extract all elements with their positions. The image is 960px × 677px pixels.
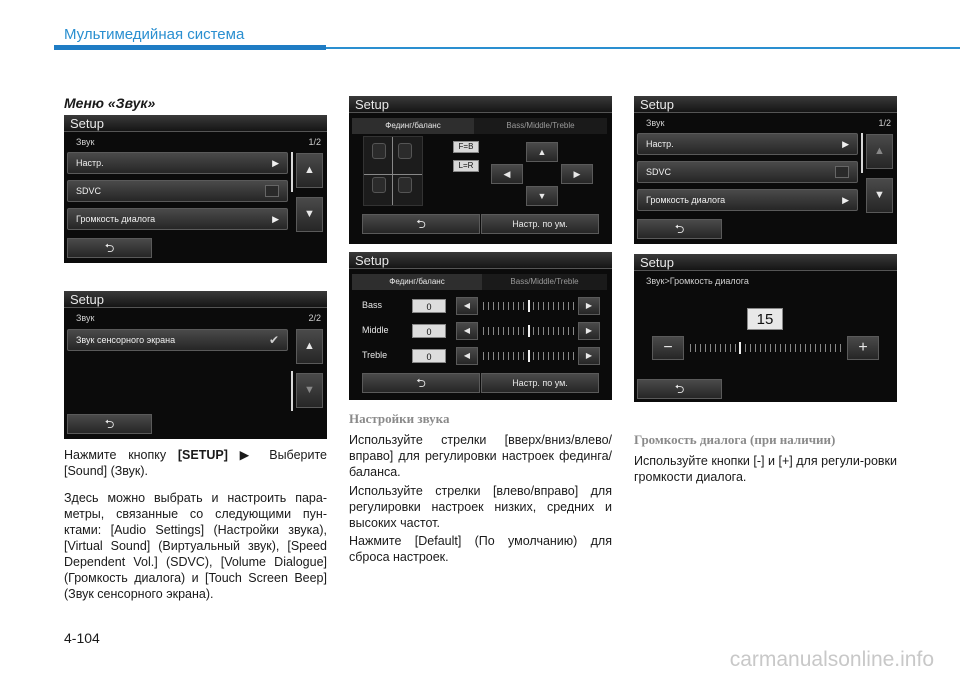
volume-value: 15 xyxy=(747,308,783,330)
screen-page: 2/2 xyxy=(308,313,321,323)
screen-title: Setup xyxy=(355,253,389,268)
band-label: Middle xyxy=(362,325,389,335)
fader-value: F=B xyxy=(453,141,479,153)
tab-bass-middle-treble[interactable]: Bass/Middle/Treble xyxy=(482,274,607,290)
paragraph-default: Нажмите [Default] (По умолчанию) для сброса настроек. xyxy=(349,534,612,564)
row-touch-beep[interactable] xyxy=(67,329,288,351)
paragraph-eq: Используйте стрелки [влево/вправо] для регулировки настроек низких, средних и высоких частот. xyxy=(349,484,612,530)
default-button[interactable]: Настр. по ум. xyxy=(481,373,599,393)
row-sdvc[interactable] xyxy=(67,180,288,202)
row-label: Звук сенсорного экрана xyxy=(76,335,176,345)
back-button[interactable]: ⮌ xyxy=(67,238,152,258)
slider-marker xyxy=(528,300,530,312)
scroll-up-button[interactable]: ▲ xyxy=(866,134,893,169)
instruction-setup xyxy=(64,447,327,479)
screen-title: Setup xyxy=(355,97,389,112)
volume-minus-button[interactable]: − xyxy=(652,336,684,360)
slider-marker xyxy=(739,342,741,354)
row-dialogue-volume[interactable] xyxy=(637,189,858,211)
header-rule xyxy=(326,47,960,49)
tab-fader-balance[interactable]: Фединг/баланс xyxy=(352,118,474,134)
setup-key: [SETUP] xyxy=(177,448,228,462)
section-title: Меню «Звук» xyxy=(64,95,156,111)
row-dialogue-volume[interactable] xyxy=(67,208,288,230)
text: Нажмите кнопку xyxy=(64,448,178,462)
paragraph-options: Здесь можно выбрать и настроить пара-метры, связанные со следующими пун-ктами: [Audio Settings] (Настройки звука), [Virtual Sound] (Виртуальный звук), [Speed Dependent Vol.] (SDVC), [Volume Dialogue] (Громкость диалога) и [Touch Screen Beep] (Звук сенсорного экрана). xyxy=(64,491,327,601)
default-button[interactable]: Настр. по ум. xyxy=(481,214,599,234)
screen-sound-page1 xyxy=(64,115,327,263)
scroll-up-button[interactable]: ▲ xyxy=(296,329,323,364)
screen-dialogue-volume xyxy=(634,254,897,402)
band-increase-button[interactable]: ▶ xyxy=(578,347,600,365)
screen-title: Setup xyxy=(70,116,104,131)
band-increase-button[interactable]: ▶ xyxy=(578,297,600,315)
band-label: Treble xyxy=(362,350,388,360)
slider-marker xyxy=(528,350,530,362)
band-decrease-button[interactable]: ◀ xyxy=(456,322,478,340)
back-button[interactable]: ⮌ xyxy=(637,219,722,239)
scrollbar[interactable] xyxy=(291,371,293,411)
balance-left-button[interactable]: ◀ xyxy=(491,164,523,184)
seat-icon xyxy=(372,177,386,193)
paragraph-fader: Используйте стрелки [вверх/вниз/влево/вправо] для регулировки настроек фединга/баланса. xyxy=(349,433,612,479)
screen-title: Setup xyxy=(640,255,674,270)
check-icon: ✔ xyxy=(268,333,279,347)
watermark: carmanualsonline.info xyxy=(729,648,934,671)
scroll-down-button[interactable]: ▼ xyxy=(866,178,893,213)
band-decrease-button[interactable]: ◀ xyxy=(456,297,478,315)
checkbox[interactable] xyxy=(265,185,279,197)
row-audio-settings[interactable] xyxy=(67,152,288,174)
heading-dialogue-volume: Громкость диалога (при наличии) xyxy=(634,432,836,447)
tab-fader-balance[interactable]: Фединг/баланс xyxy=(352,274,482,290)
scrollbar[interactable] xyxy=(861,133,863,173)
paragraph-dialogue: Используйте кнопки [-] и [+] для регули-ровки громкости диалога. xyxy=(634,454,897,484)
back-button[interactable]: ⮌ xyxy=(362,373,480,393)
row-label: Громкость диалога xyxy=(76,214,156,224)
row-label: SDVC xyxy=(76,186,102,196)
seat-icon xyxy=(372,143,386,159)
arrow-right-icon: ▶ xyxy=(842,139,849,149)
band-decrease-button[interactable]: ◀ xyxy=(456,347,478,365)
arrow-right-icon: ▶ xyxy=(272,158,279,168)
header-title: Мультимедийная система xyxy=(64,26,245,43)
screen-bass-middle-treble xyxy=(349,252,612,400)
row-sdvc[interactable] xyxy=(637,161,858,183)
back-button[interactable]: ⮌ xyxy=(67,414,152,434)
band-label: Bass xyxy=(362,300,383,310)
band-value: 0 xyxy=(412,324,446,338)
band-value: 0 xyxy=(412,299,446,313)
row-label: Настр. xyxy=(646,139,674,149)
band-increase-button[interactable]: ▶ xyxy=(578,322,600,340)
row-audio-settings[interactable] xyxy=(637,133,858,155)
screen-title: Setup xyxy=(70,292,104,307)
screen-page: 1/2 xyxy=(308,137,321,147)
heading-sound-settings: Настройки звука xyxy=(349,411,450,426)
seat-icon xyxy=(398,177,412,193)
screen-path: Звук>Громкость диалога xyxy=(646,276,749,286)
arrow-right-icon: ▶ xyxy=(842,195,849,205)
arrow-right-icon: ▶ xyxy=(272,214,279,224)
header-bar xyxy=(54,45,326,50)
screen-fader-balance xyxy=(349,96,612,244)
volume-slider[interactable] xyxy=(690,344,842,352)
screen-path: Звук xyxy=(76,313,95,323)
back-button[interactable]: ⮌ xyxy=(637,379,722,399)
scroll-down-button[interactable]: ▼ xyxy=(296,197,323,232)
row-label: Настр. xyxy=(76,158,104,168)
text: ▶ Выберите [Sound] (Звук). xyxy=(64,448,328,478)
fader-up-button[interactable]: ▲ xyxy=(526,142,558,162)
seat-map[interactable] xyxy=(363,136,423,206)
checkbox[interactable] xyxy=(835,166,849,178)
seat-icon xyxy=(398,143,412,159)
balance-line xyxy=(364,174,422,175)
row-label: SDVC xyxy=(646,167,672,177)
screen-title: Setup xyxy=(640,97,674,112)
band-value: 0 xyxy=(412,349,446,363)
fader-down-button[interactable]: ▼ xyxy=(526,186,558,206)
scroll-up-button[interactable]: ▲ xyxy=(296,153,323,188)
screen-path: Звук xyxy=(646,118,665,128)
screen-path: Звук xyxy=(76,137,95,147)
volume-plus-button[interactable]: + xyxy=(847,336,879,360)
screen-page: 1/2 xyxy=(878,118,891,128)
page-number: 4-104 xyxy=(64,630,100,646)
scrollbar[interactable] xyxy=(291,152,293,192)
balance-value: L=R xyxy=(453,160,479,172)
slider-marker xyxy=(528,325,530,337)
screen-sound-page2 xyxy=(64,291,327,439)
row-label: Громкость диалога xyxy=(646,195,726,205)
screen-sound-page1-right xyxy=(634,96,897,244)
tab-bass-middle-treble[interactable]: Bass/Middle/Treble xyxy=(474,118,607,134)
back-button[interactable]: ⮌ xyxy=(362,214,480,234)
scroll-down-button[interactable]: ▼ xyxy=(296,373,323,408)
fader-line xyxy=(392,137,393,205)
balance-right-button[interactable]: ▶ xyxy=(561,164,593,184)
